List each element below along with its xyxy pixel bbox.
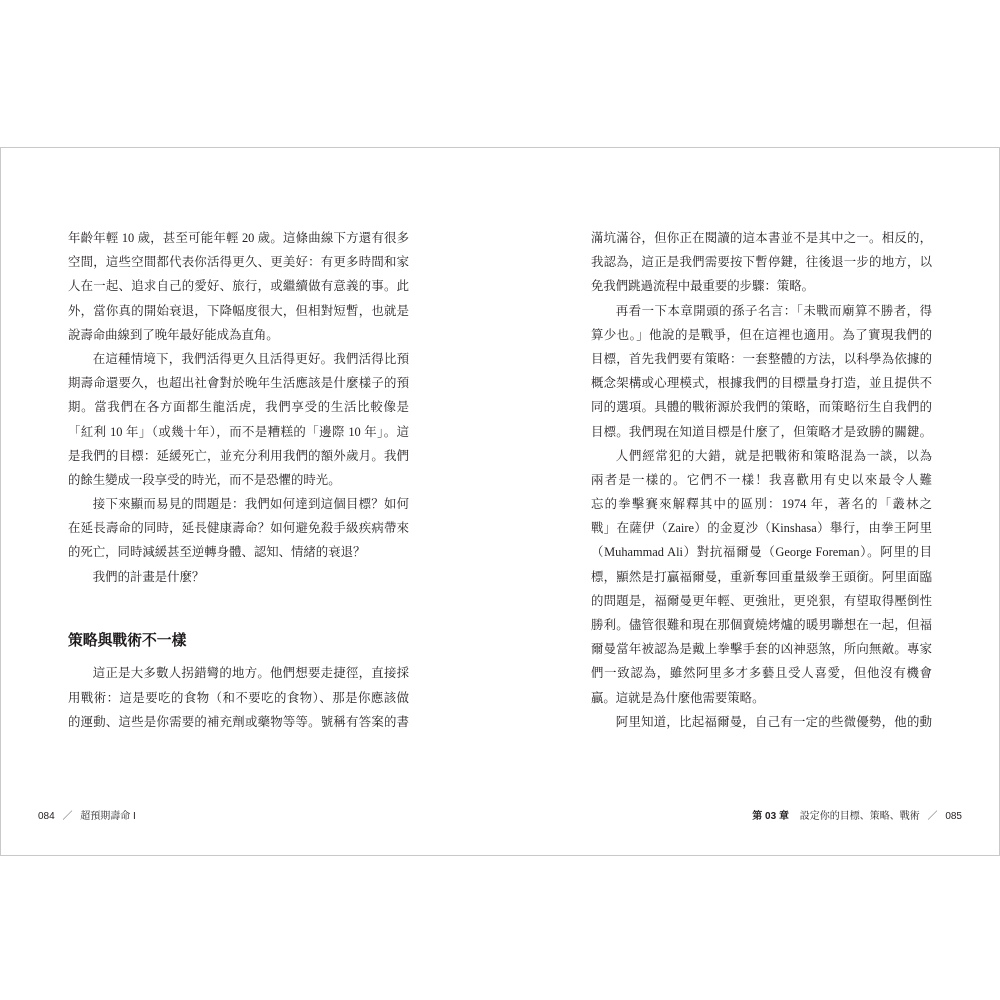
text-line: 在這種情境下，我們活得更久且活得更好。我們活得比預 (92, 351, 409, 366)
paragraph (68, 226, 409, 347)
section-heading: 策略與戰術不一樣 (68, 632, 187, 649)
text-line: 同的選項。具體的戰術源於我們的策略，而策略衍生自我們的 (591, 400, 932, 415)
text-line: 贏。這就是為什麼他需要策略。 (591, 690, 765, 705)
text-line: 年齡年輕 10 歲，甚至可能年輕 20 歲。這條曲線下方還有很多 (68, 231, 409, 245)
page-number: 085 (945, 811, 962, 822)
left-page-footer (38, 810, 136, 824)
text-line: 期壽命還要久，也超出社會對於晚年生活應該是什麼樣子的預 (68, 376, 409, 391)
text-line: 兩者是一樣的。它們不一樣！我喜歡用有史以來最令人難 (591, 472, 932, 487)
text-line: 再看一下本章開頭的孫子名言：「未戰而廟算不勝者，得 (615, 303, 932, 318)
text-line: 人們經常犯的大錯，就是把戰術和策略混為一談，以為 (615, 448, 932, 463)
text-line: 說壽命曲線到了晚年最好能成為直角。 (68, 327, 279, 342)
text-line: 免我們跳過流程中最重要的步驟：策略。 (591, 279, 815, 294)
page-number: 084 (38, 811, 55, 822)
footer-separator: ／ (927, 811, 938, 822)
paragraph (68, 492, 409, 565)
text-line: 「紅利 10 年」（或幾十年），而不是糟糕的「邊際 10 年」。這 (68, 424, 409, 439)
right-page-body (591, 226, 932, 734)
text-line: 忘的拳擊賽來解釋其中的區別：1974 年，著名的「叢林之 (591, 497, 932, 512)
paragraph (68, 347, 409, 492)
text-line: 接下來顯而易見的問題是：我們如何達到這個目標？如何 (92, 497, 409, 512)
text-line: 阿里知道，比起福爾曼，自己有一定的些微優勢，他的動 (615, 714, 932, 729)
text-line: 的餘生變成一段享受的時光，而不是恐懼的時光。 (68, 472, 341, 487)
text-line: 人在一起、追求自己的愛好、旅行，或繼續做有意義的事。此 (68, 279, 409, 294)
chapter-label: 第 03 章 (752, 811, 789, 822)
right-page (500, 148, 999, 855)
text-line: 是我們的目標：延緩死亡，並充分利用我們的額外歲月。我們 (68, 448, 409, 463)
text-line: 滿坑滿谷，但你正在閱讀的這本書並不是其中之一。相反的， (591, 231, 932, 245)
paragraph (591, 444, 932, 710)
book-spread (0, 147, 1000, 856)
right-page-footer (752, 810, 962, 824)
text-line: 我認為，這正是我們需要按下暫停鍵，往後退一步的地方，以 (591, 255, 932, 270)
running-title: 超預期壽命 I (80, 811, 136, 822)
text-line: 期。當我們在各方面都生龍活虎，我們享受的生活比較像是 (68, 400, 409, 415)
text-line: 這正是大多數人拐錯彎的地方。他們想要走捷徑，直接採 (92, 666, 409, 681)
paragraph (591, 710, 932, 734)
text-line: 的死亡，同時減緩甚至逆轉身體、認知、情緒的衰退？ (68, 545, 366, 560)
paragraph (68, 565, 409, 589)
chapter-title: 設定你的目標、策略、戰術 (799, 811, 920, 822)
text-line: 們一致認為，雖然阿里多才多藝且受人喜愛，但他沒有機會 (591, 666, 932, 681)
text-line: 用戰術：這是要吃的食物（和不要吃的食物）、那是你應該做 (68, 690, 409, 705)
text-line: 空間，這些空間都代表你活得更久、更美好：有更多時間和家 (68, 255, 409, 270)
paragraph (591, 299, 932, 444)
left-page-body (68, 226, 409, 734)
left-page (1, 148, 500, 855)
text-line: 勝利。儘管很難和現在那個賣燒烤爐的暖男聯想在一起，但福 (591, 618, 932, 632)
paragraph (68, 661, 409, 734)
text-line: 外，當你真的開始衰退，下降幅度很大，但相對短暫，也就是 (68, 303, 409, 318)
text-line: 概念架構或心理模式，根據我們的目標量身打造，並且提供不 (591, 376, 932, 391)
text-line: 爾曼當年被認為是戴上拳擊手套的凶神惡煞，所向無敵。專家 (591, 642, 932, 657)
paragraph (591, 226, 932, 299)
text-line: 的運動、這些是你需要的補充劑或藥物等等。號稱有答案的書 (68, 714, 409, 729)
text-line: 在延長壽命的同時，延長健康壽命？如何避免殺手級疾病帶來 (68, 521, 409, 536)
text-line: 我們的計畫是什麼？ (92, 569, 205, 584)
text-line: 目標，首先我們要有策略：一套整體的方法，以科學為依據的 (591, 351, 932, 366)
text-line: 目標。我們現在知道目標是什麼了，但策略才是致勝的關鍵。 (591, 424, 932, 439)
text-line: 標，顯然是打贏福爾曼，重新奪回重量級拳王頭銜。阿里面臨 (591, 569, 932, 584)
text-line: 戰」在薩伊（Zaire）的金夏沙（Kinshasa）舉行，由拳王阿里 (591, 521, 932, 536)
text-line: 算少也。」他說的是戰爭，但在這裡也適用。為了實現我們的 (591, 327, 932, 342)
footer-separator: ／ (62, 811, 73, 822)
text-line: 的問題是，福爾曼更年輕、更強壯，更兇狠，有望取得壓倒性 (591, 593, 932, 608)
text-line: （Muhammad Ali）對抗福爾曼（George Foreman）。阿里的目 (591, 545, 932, 560)
